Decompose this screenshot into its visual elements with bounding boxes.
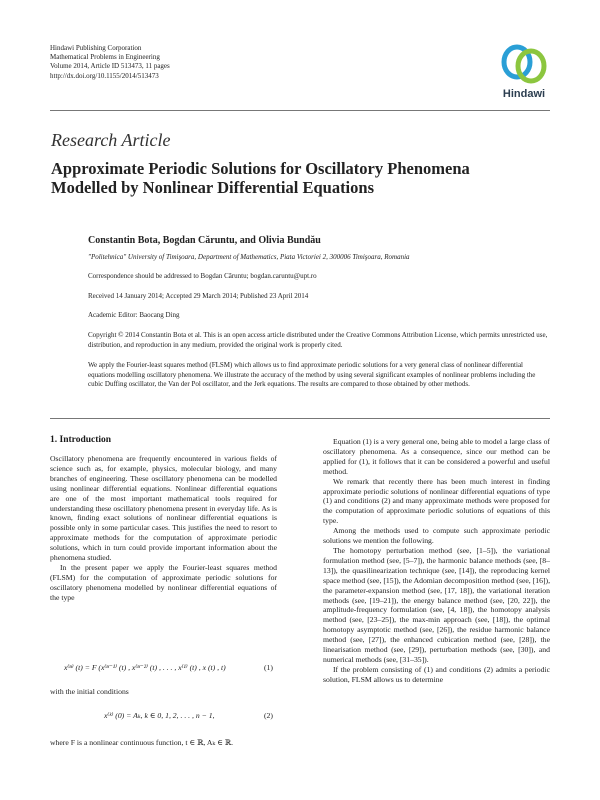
article-type: Research Article: [51, 130, 171, 150]
right-paragraph-2: We remark that recently there has been much interest in finding approximate periodic solutions of nonlinear differential equations of type (1) and conditions (2) and many approximate methods were proposed for the computation of approximate periodic solutions of equations of this type.: [323, 476, 550, 526]
publisher-name: Hindawi Publishing Corporation: [50, 44, 142, 52]
journal-header: [50, 44, 170, 81]
left-column-bottom: [50, 738, 277, 748]
initial-conditions-text: [50, 687, 277, 697]
right-paragraph-3: Among the methods used to compute such approximate periodic solutions we mention the following.: [323, 526, 550, 546]
author-list: Constantin Bota, Bogdan Căruntu, and Olivia Bundău: [88, 235, 321, 246]
left-column-top: [50, 454, 277, 603]
hindawi-logo-icon: [496, 42, 552, 88]
correspondence-text: Correspondence should be addressed to Bogdan Căruntu; bogdan.caruntu@upt.ro: [88, 272, 317, 280]
intro-paragraph-3: with the initial conditions: [50, 687, 129, 696]
volume-info: Volume 2014, Article ID 513473, 11 pages: [50, 62, 170, 71]
editor-text: Academic Editor: Baocang Ding: [88, 311, 180, 319]
header-divider: [50, 110, 550, 111]
hindawi-logo: [496, 42, 552, 102]
right-paragraph-5: If the problem consisting of (1) and conditions (2) admits a periodic solution, FLSM allows us to determine: [323, 664, 550, 684]
abstract-divider: [50, 418, 550, 419]
equation-1: x⁽ⁿ⁾ (t) = F (x⁽ⁿ⁻¹⁾ (t) , x⁽ⁿ⁻²⁾ (t) , . . . , x⁽¹⁾ (t) , x (t) , t): [64, 663, 226, 672]
right-paragraph-4: The homotopy perturbation method (see, [1–5]), the variational formulation method (see, [5–7]), the harmonic balance methods (see, [8–13]), the quasilinearization technique (see, [14]), the reproducing kernel space method (see, [15]), the Adomian decomposition method (see, [16]), the parameter-expansion method (see, [17, 18]), the variational iteration methods (see, [19–21]), the energy balance method (see, [20, 22]), the amplitude-frequency formulation (see, [4, 18]), the homotopy analysis method (see, [23–25]), the max-min approach (see, [18]), the optimal homotopy asymptotic method (see, [26]), the residue harmonic balance method (see, [27]), the enhanced cubication method (see, [28]), the linearisation method (see, [29]), perturbation methods (see, [30]), and numerical methods (see, [31–35]).: [323, 545, 550, 664]
right-column: [323, 437, 550, 685]
correspondence: [88, 272, 550, 281]
paper-title: [51, 159, 551, 197]
equation-2: x⁽ᵏ⁾ (0) = Aₖ, k ∈ 0, 1, 2, . . . , n − 1,: [104, 711, 215, 720]
affiliation-text: "Politehnica" University of Timişoara, Department of Mathematics, Piata Victoriei 2, 300006 Timişoara, Romania: [88, 253, 410, 261]
intro-paragraph-1: Oscillatory phenomena are frequently encountered in various fields of science such as, for example, physics, molecular biology, and many branches of engineering. These oscillatory phenomena can be modelled using nonlinear differential equations. Nonlinear differential equations are one of the most important mathematical tools required for understanding these oscillatory phenomena present in everyday life. As is known, finding exact solutions of nonlinear differential equations is possible only in some particular cases. This justifies the need to resort to approximate methods for the computation of approximate periodic solutions, which in turn could provide important information about the phenomena studied.: [50, 454, 277, 563]
title-line-1: Approximate Periodic Solutions for Oscillatory Phenomena: [51, 159, 470, 178]
logo-text: Hindawi: [502, 88, 546, 100]
copyright-notice: Copyright © 2014 Constantin Bota et al. This is an open access article distributed under the Creative Commons Attribution License, which permits unrestricted use, distribution, and reproduction in any medium, provided the original work is properly cited.: [88, 331, 548, 349]
title-line-2: Modelled by Nonlinear Differential Equations: [51, 178, 374, 197]
journal-name: Mathematical Problems in Engineering: [50, 53, 160, 62]
intro-paragraph-4: where F is a nonlinear continuous function, t ∈ ℝ, Aₖ ∈ ℝ.: [50, 738, 234, 747]
doi-link[interactable]: http://dx.doi.org/10.1155/2014/513473: [50, 71, 159, 80]
section-heading: 1. Introduction: [50, 435, 112, 445]
equation-2-number: (2): [264, 711, 273, 720]
dates: [88, 292, 550, 301]
affiliation: [88, 253, 550, 262]
dates-text: Received 14 January 2014; Accepted 29 March 2014; Published 23 April 2014: [88, 292, 309, 300]
equation-1-number: (1): [264, 663, 273, 672]
right-paragraph-1: Equation (1) is a very general one, being able to model a large class of oscillatory phenomena. As a consequence, since our method can be applied for (1), it follows that it can be considered a powerful and useful method.: [323, 437, 550, 476]
academic-editor: [88, 311, 550, 320]
abstract: We apply the Fourier-least squares method (FLSM) which allows us to find approximate periodic solutions for a very general class of nonlinear differential equations modelling oscillatory phenomena. We illustrate the accuracy of the method by using several significant examples of nonlinear problems including the cubic Duffing oscillator, the Van der Pol oscillator, and the Jerk equations. The results are compared to those obtained by other methods.: [88, 361, 536, 389]
intro-paragraph-2: In the present paper we apply the Fourier-least squares method (FLSM) for the computation of approximate periodic solutions for oscillatory phenomena modelled by nonlinear differential equations of the type: [50, 562, 277, 602]
